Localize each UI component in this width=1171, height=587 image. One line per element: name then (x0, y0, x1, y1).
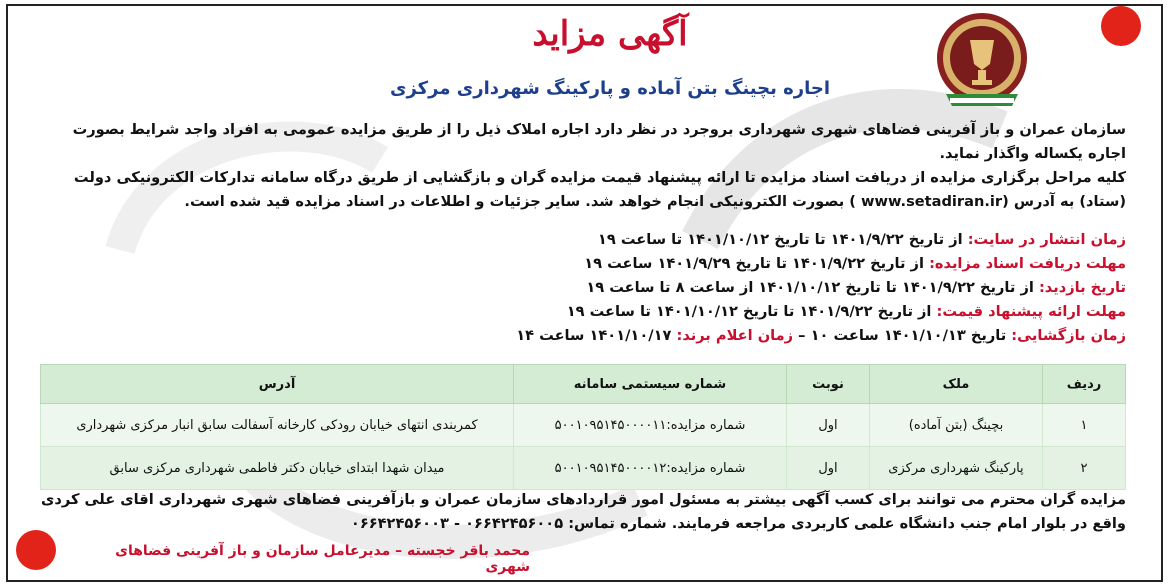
schedule-list (36, 228, 1126, 348)
table-cell: ۲ (1043, 447, 1126, 490)
table-cell: اول (787, 447, 870, 490)
contact-note: مزایده گران محترم می توانند برای کسب آگهی بیشتر به مسئول امور قراردادهای سازمان عمران و بازآفرینی فضاهای شهری شهرداری اقای علی کردی واقع در بلوار امام جنب دانشگاه علمی کاربردی مراجعه فرمایند. شماره تماس: ۰۶۶۴۲۴۵۶۰۰۵ - ۰۶۶۴۲۴۵۶۰۰۳ (41, 491, 1126, 532)
ad-title: آگهی مزاید (532, 14, 688, 54)
signature-line: محمد باقر خجسته – مدیرعامل سازمان و باز آفرینی فضاهای شهری (115, 543, 530, 575)
table-cell: ۱ (1043, 404, 1126, 447)
table-header-cell: شماره سیستمی سامانه (514, 365, 787, 404)
intro-paragraph-1: سازمان عمران و باز آفرینی فضاهای شهری شهرداری بروجرد در نظر دارد اجاره املاک ذیل را از طریق مزایده عمومی به افراد واجد شرایط بصورت اجاره یکساله واگذار نماید. (72, 121, 1126, 162)
table-cell: کمربندی انتهای خیابان رودکی کارخانه آسفالت سابق انبار مرکزی شهرداری (41, 404, 514, 447)
schedule-item-opening: زمان بازگشایی: تاریخ ۱۴۰۱/۱۰/۱۳ ساعت ۱۰ – زمان اعلام برند: ۱۴۰۱/۱۰/۱۷ ساعت ۱۴ (516, 327, 1126, 344)
municipality-emblem-icon (936, 12, 1028, 110)
table-header-cell: ملک (870, 365, 1043, 404)
table-cell: شماره مزایده:۵۰۰۱۰۹۵۱۴۵۰۰۰۰۱۲ (514, 447, 787, 490)
table-header-cell: ردیف (1043, 365, 1126, 404)
intro-text (36, 118, 1126, 214)
table-row (41, 404, 1126, 447)
red-dot-bottom-left (16, 530, 56, 570)
intro-paragraph-2: کلیه مراحل برگزاری مزایده از دریافت اسناد مزایده تا ارائه پیشنهاد قیمت مزایده گران و بازگشایی از طریق درگاه سامانه تدارکات الکترونیکی دولت (ستاد) به آدرس (www.setadiran.ir ) بصورت الکترونیکی انجام خواهد شد. سایر جزئیات و اطلاعات در اسناد مزایده قید شده است. (73, 169, 1126, 210)
schedule-item: تاریخ بازدید: از تاریخ ۱۴۰۱/۹/۲۲ تا تاریخ ۱۴۰۱/۱۰/۱۲ از ساعت ۸ تا ساعت ۱۹ (586, 279, 1126, 296)
table-cell: اول (787, 404, 870, 447)
table-cell: شماره مزایده:۵۰۰۱۰۹۵۱۴۵۰۰۰۰۱۱ (514, 404, 787, 447)
red-dot-top-right (1101, 6, 1141, 46)
table-row (41, 447, 1126, 490)
schedule-item: مهلت ارائه پیشنهاد قیمت: از تاریخ ۱۴۰۱/۹/۲۲ تا تاریخ ۱۴۰۱/۱۰/۱۲ تا ساعت ۱۹ (566, 303, 1126, 320)
table-cell: میدان شهدا ابتدای خیابان دکتر فاطمی شهرداری مرکزی سابق (41, 447, 514, 490)
schedule-item: مهلت دریافت اسناد مزایده: از تاریخ ۱۴۰۱/۹/۲۲ تا تاریخ ۱۴۰۱/۹/۲۹ ساعت ۱۹ (584, 255, 1126, 272)
table-header-cell: آدرس (41, 365, 514, 404)
ad-subtitle: اجاره بچینگ بتن آماده و پارکینگ شهرداری مرکزی (389, 78, 831, 99)
schedule-item: زمان انتشار در سایت: از تاریخ ۱۴۰۱/۹/۲۲ تا تاریخ ۱۴۰۱/۱۰/۱۲ تا ساعت ۱۹ (597, 231, 1126, 248)
table-cell: پارکینگ شهرداری مرکزی (870, 447, 1043, 490)
table-cell: بچینگ (بتن آماده) (870, 404, 1043, 447)
table-header-cell: نوبت (787, 365, 870, 404)
auction-table (40, 364, 1126, 490)
